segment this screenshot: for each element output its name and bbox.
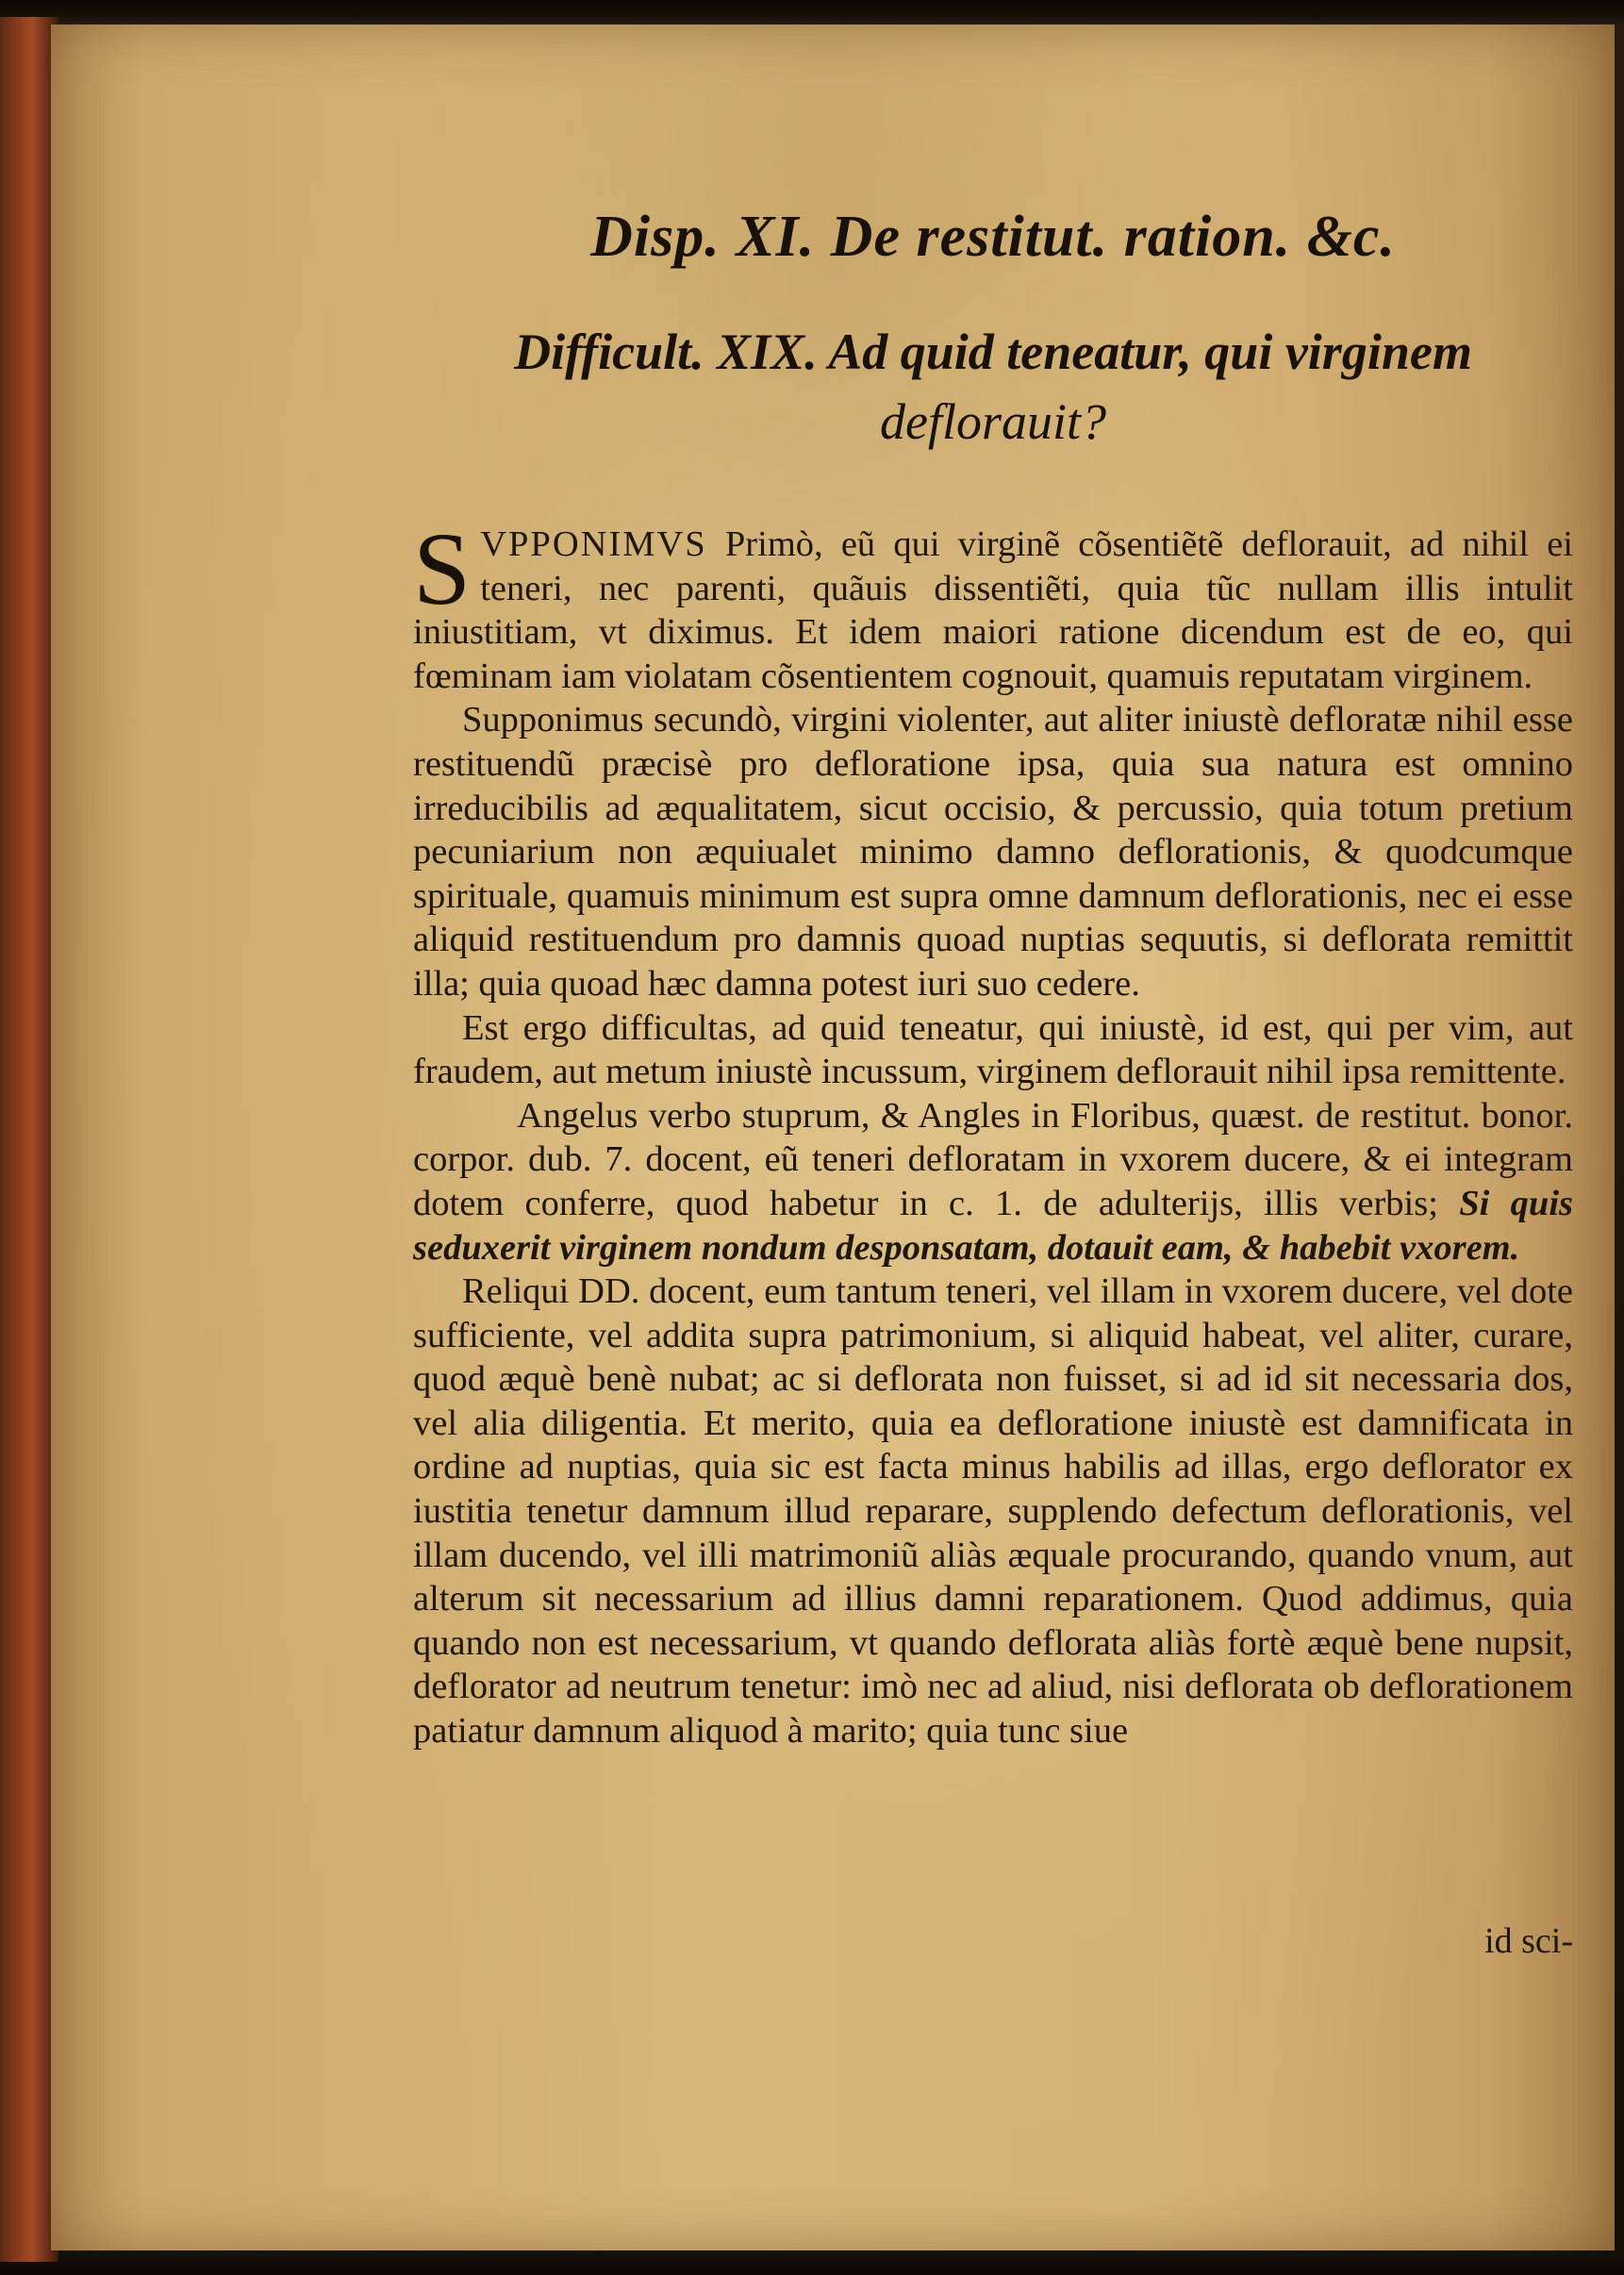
paragraph-4-quote: Si quis seduxerit virginem nondum desponsatam, dotauit eam, & habebit vxorem.: [413, 1183, 1574, 1268]
paragraph-4: [413, 1094, 1573, 1270]
heading-line-1: Difficult. XIX. Ad quid teneatur, qui virginem: [514, 324, 1472, 380]
heading-line-2: deflorauit?: [880, 393, 1106, 450]
drop-cap: S: [413, 511, 472, 626]
paragraph-1-opening: VPPONIMVS: [480, 524, 707, 564]
book-page: [51, 25, 1615, 2250]
section-heading: [413, 317, 1573, 457]
paragraph-4-text: Angelus verbo stuprum, & Angles in Floribus, quæst. de restitut. bonor. corpor. dub. 7. docent, eũ teneri defloratam in vxorem ducere, & ei integram dotem conferre, quod habetur in c. 1. de adulterijs, illis verbis;: [413, 1095, 1573, 1223]
body-text: [413, 511, 1574, 1753]
paragraph-3: Est ergo difficultas, ad quid teneatur, qui iniustè, id est, qui per vim, aut fraudem, aut metum iniustè incussum, virginem deflorauit nihil ipsa remittente.: [413, 1007, 1573, 1092]
paragraph-5: Reliqui DD. docent, eum tantum teneri, vel illam in vxorem ducere, vel dote sufficiente, vel addita supra patrimonium, si aliquid habeat, vel aliter, curare, quod æquè benè nubat; ac si deflorata non fuisset, si ad id sit necessaria dos, vel alia diligentia. Et merito, quia ea defloratione iniustè est damnificata in ordine ad nuptias, quia sic est facta minus habilis ad illas, ergo deflorator ex iustitia tenetur damnum illud reparare, supplendo defectum deflorationis, vel illam ducendo, vel illi matrimoniũ aliàs æquale procurando, quando vnum, aut alterum sit necessarium ad illius damni reparationem. Quod addimus, quia quando non est necessarium, vt quando deflorata aliàs fortè æquè bene nupsit, deflorator ad neutrum tenetur: imò nec ad aliud, nisi deflorata ob deflorationem patiatur damnum aliquod à marito; quia tunc siue: [413, 1271, 1573, 1752]
paragraph-1: [413, 511, 1573, 698]
running-head: Disp. XI. De restitut. ration. &c.: [590, 205, 1396, 269]
paragraph-2: Supponimus secundò, virgini violenter, aut aliter iniustè defloratæ nihil esse restituendũ præcisè pro defloratione ipsa, quia sua natura est omnino irreducibilis ad æqualitatem, sicut occisio, & percussio, quia totum pretium pecuniarium non æquiualet minimo damno deflorationis, & quodcumque spirituale, quamuis minimum est supra omne damnum deflorationis, nec ei esse aliquid restituendum pro damnis quoad nuptias sequutis, si deflorata remittit illa; quia quoad hæc damna potest iuri suo cedere.: [413, 700, 1573, 1004]
paragraph-1-text: Primò, eũ qui virginẽ cõsentiẽtẽ deflorauit, ad nihil ei teneri, nec parenti, quãuis dissentiẽti, quia tũc nullam illis intulit iniustitiam, vt diximus. Et idem maiori ratione dicendum est de eo, qui fœminam iam violatam cõsentientem cognouit, quamuis reputatam virginem.: [413, 524, 1573, 696]
catchword: id sci-: [1484, 1921, 1573, 1961]
book-edge: [0, 17, 58, 2262]
